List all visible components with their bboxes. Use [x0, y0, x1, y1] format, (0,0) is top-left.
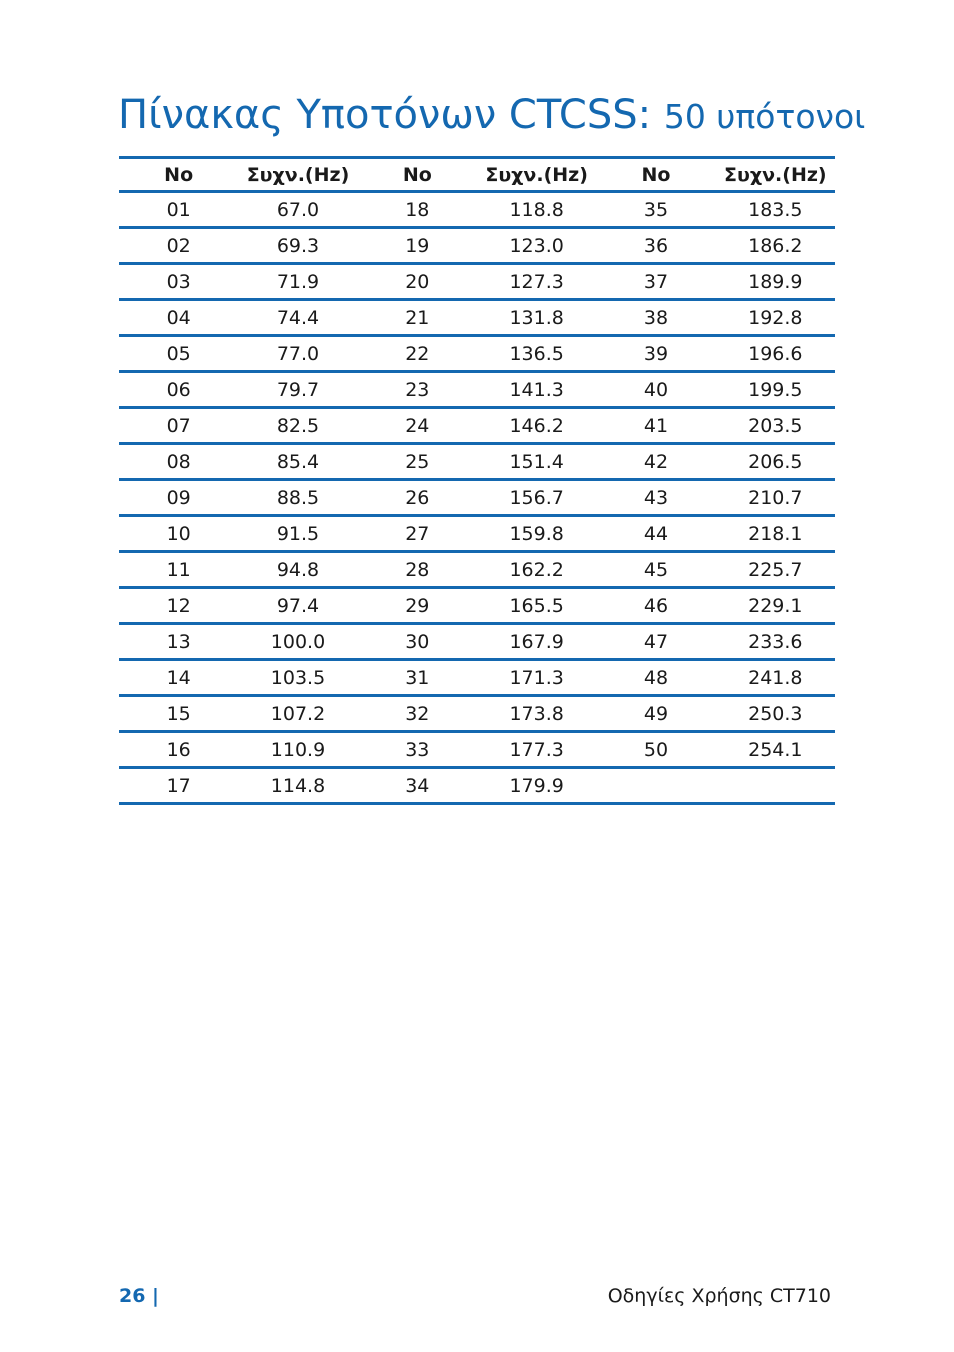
- tone-frequency-cell: 186.2: [716, 228, 835, 264]
- tone-number-cell: 43: [596, 480, 715, 516]
- column-header-frequency: Συχν.(Hz): [716, 158, 835, 192]
- tone-frequency-cell: 189.9: [716, 264, 835, 300]
- table-row: [119, 624, 835, 660]
- tone-number-cell: 27: [358, 516, 477, 552]
- tone-frequency-cell: 146.2: [477, 408, 596, 444]
- tone-frequency-cell: 114.8: [238, 768, 357, 804]
- tone-frequency-cell: 118.8: [477, 192, 596, 228]
- table-row: [119, 300, 835, 336]
- column-header-number: No: [358, 158, 477, 192]
- table-header: [119, 158, 835, 192]
- manual-name: Οδηγίες Χρήσης CT710: [607, 1285, 831, 1307]
- tone-number-cell: 34: [358, 768, 477, 804]
- table-body: [119, 192, 835, 804]
- table-row: [119, 228, 835, 264]
- tone-frequency-cell: 88.5: [238, 480, 357, 516]
- table-row: [119, 696, 835, 732]
- tone-frequency-cell: 165.5: [477, 588, 596, 624]
- tone-frequency-cell: 218.1: [716, 516, 835, 552]
- tone-frequency-cell: 159.8: [477, 516, 596, 552]
- tone-frequency-cell: 74.4: [238, 300, 357, 336]
- tone-frequency-cell: 162.2: [477, 552, 596, 588]
- tone-number-cell: 05: [119, 336, 238, 372]
- tone-number-cell: 09: [119, 480, 238, 516]
- table-row: [119, 264, 835, 300]
- tone-number-cell: 20: [358, 264, 477, 300]
- tone-frequency-cell: 196.6: [716, 336, 835, 372]
- tone-number-cell: 38: [596, 300, 715, 336]
- tone-number-cell: 10: [119, 516, 238, 552]
- tone-number-cell: 21: [358, 300, 477, 336]
- column-header-number: No: [119, 158, 238, 192]
- tone-number-cell: 41: [596, 408, 715, 444]
- tone-frequency-cell: 127.3: [477, 264, 596, 300]
- tone-frequency-cell: 67.0: [238, 192, 357, 228]
- tone-number-cell: 40: [596, 372, 715, 408]
- tone-number-cell: [596, 768, 715, 804]
- tone-frequency-cell: [716, 768, 835, 804]
- tone-number-cell: 33: [358, 732, 477, 768]
- tone-number-cell: 24: [358, 408, 477, 444]
- tone-number-cell: 13: [119, 624, 238, 660]
- page-title-sub: 50 υπότονοι: [663, 97, 866, 136]
- table-row: [119, 552, 835, 588]
- tone-number-cell: 11: [119, 552, 238, 588]
- tone-number-cell: 39: [596, 336, 715, 372]
- tone-frequency-cell: 151.4: [477, 444, 596, 480]
- tone-number-cell: 22: [358, 336, 477, 372]
- ctcss-tone-table: [119, 156, 835, 805]
- tone-frequency-cell: 250.3: [716, 696, 835, 732]
- tone-frequency-cell: 206.5: [716, 444, 835, 480]
- table-row: [119, 192, 835, 228]
- tone-frequency-cell: 225.7: [716, 552, 835, 588]
- tone-number-cell: 25: [358, 444, 477, 480]
- tone-number-cell: 19: [358, 228, 477, 264]
- tone-frequency-cell: 177.3: [477, 732, 596, 768]
- tone-frequency-cell: 103.5: [238, 660, 357, 696]
- page-title: [118, 88, 865, 144]
- tone-frequency-cell: 100.0: [238, 624, 357, 660]
- tone-number-cell: 02: [119, 228, 238, 264]
- column-header-number: No: [596, 158, 715, 192]
- tone-frequency-cell: 254.1: [716, 732, 835, 768]
- tone-frequency-cell: 123.0: [477, 228, 596, 264]
- tone-frequency-cell: 110.9: [238, 732, 357, 768]
- tone-frequency-cell: 85.4: [238, 444, 357, 480]
- tone-number-cell: 29: [358, 588, 477, 624]
- tone-number-cell: 12: [119, 588, 238, 624]
- tone-frequency-cell: 136.5: [477, 336, 596, 372]
- table-row: [119, 444, 835, 480]
- tone-number-cell: 23: [358, 372, 477, 408]
- tone-number-cell: 18: [358, 192, 477, 228]
- tone-number-cell: 44: [596, 516, 715, 552]
- page-title-main: Πίνακας Υποτόνων CTCSS:: [118, 92, 652, 138]
- table-row: [119, 732, 835, 768]
- tone-frequency-cell: 229.1: [716, 588, 835, 624]
- tone-frequency-cell: 77.0: [238, 336, 357, 372]
- table-header-row: [119, 158, 835, 192]
- tone-number-cell: 37: [596, 264, 715, 300]
- tone-frequency-cell: 192.8: [716, 300, 835, 336]
- table-row: [119, 588, 835, 624]
- column-header-frequency: Συχν.(Hz): [238, 158, 357, 192]
- tone-number-cell: 48: [596, 660, 715, 696]
- table-row: [119, 516, 835, 552]
- tone-number-cell: 47: [596, 624, 715, 660]
- table-row: [119, 660, 835, 696]
- table-row: [119, 768, 835, 804]
- tone-number-cell: 15: [119, 696, 238, 732]
- page-number: 26 |: [119, 1285, 159, 1307]
- tone-frequency-cell: 241.8: [716, 660, 835, 696]
- tone-number-cell: 07: [119, 408, 238, 444]
- tone-frequency-cell: 203.5: [716, 408, 835, 444]
- tone-frequency-cell: 173.8: [477, 696, 596, 732]
- table-row: [119, 336, 835, 372]
- tone-frequency-cell: 141.3: [477, 372, 596, 408]
- tone-frequency-cell: 167.9: [477, 624, 596, 660]
- table-row: [119, 372, 835, 408]
- tone-frequency-cell: 233.6: [716, 624, 835, 660]
- tone-number-cell: 16: [119, 732, 238, 768]
- tone-number-cell: 03: [119, 264, 238, 300]
- table-row: [119, 408, 835, 444]
- tone-frequency-cell: 107.2: [238, 696, 357, 732]
- tone-number-cell: 46: [596, 588, 715, 624]
- column-header-frequency: Συχν.(Hz): [477, 158, 596, 192]
- tone-number-cell: 36: [596, 228, 715, 264]
- tone-frequency-cell: 69.3: [238, 228, 357, 264]
- tone-number-cell: 42: [596, 444, 715, 480]
- tone-number-cell: 50: [596, 732, 715, 768]
- tone-frequency-cell: 210.7: [716, 480, 835, 516]
- tone-number-cell: 31: [358, 660, 477, 696]
- tone-number-cell: 45: [596, 552, 715, 588]
- tone-frequency-cell: 131.8: [477, 300, 596, 336]
- tone-frequency-cell: 94.8: [238, 552, 357, 588]
- tone-frequency-cell: 71.9: [238, 264, 357, 300]
- tone-number-cell: 14: [119, 660, 238, 696]
- tone-frequency-cell: 156.7: [477, 480, 596, 516]
- tone-number-cell: 06: [119, 372, 238, 408]
- tone-number-cell: 01: [119, 192, 238, 228]
- tone-number-cell: 49: [596, 696, 715, 732]
- tone-number-cell: 04: [119, 300, 238, 336]
- tone-number-cell: 28: [358, 552, 477, 588]
- tone-frequency-cell: 79.7: [238, 372, 357, 408]
- tone-frequency-cell: 183.5: [716, 192, 835, 228]
- tone-number-cell: 08: [119, 444, 238, 480]
- tone-number-cell: 26: [358, 480, 477, 516]
- tone-number-cell: 32: [358, 696, 477, 732]
- tone-frequency-cell: 91.5: [238, 516, 357, 552]
- tone-frequency-cell: 179.9: [477, 768, 596, 804]
- tone-number-cell: 30: [358, 624, 477, 660]
- tone-frequency-cell: 199.5: [716, 372, 835, 408]
- tone-frequency-cell: 97.4: [238, 588, 357, 624]
- table-row: [119, 480, 835, 516]
- tone-number-cell: 17: [119, 768, 238, 804]
- tone-frequency-cell: 82.5: [238, 408, 357, 444]
- tone-number-cell: 35: [596, 192, 715, 228]
- tone-frequency-cell: 171.3: [477, 660, 596, 696]
